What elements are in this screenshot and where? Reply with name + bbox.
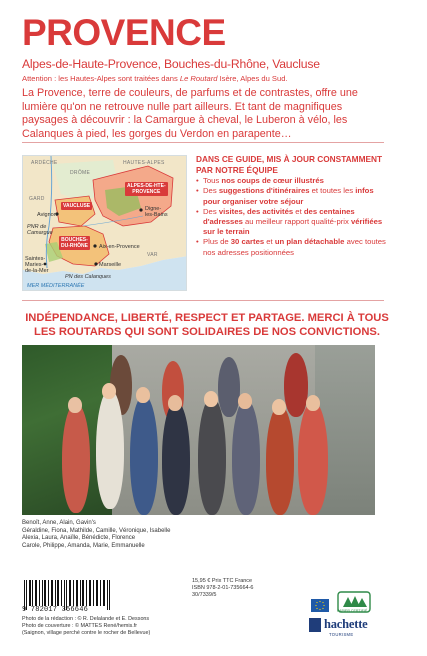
intro-paragraph: La Provence, terre de couleurs, de parfums et de contrastes, offre une lumière qu'on ne retrouve nulle part ailleurs. Et tant de magnifiques paysages à découvrir : la Camargue à cheval, le Luberon à vélo, les Calanques à pied, les gorges du Verdon en parapente… bbox=[22, 87, 358, 140]
price-isbn: 15,95 € Prix TTC France ISBN 978-2-01-735664-6 30/7339/5 bbox=[192, 578, 254, 598]
photo-credits: Photo de la rédaction : © R. Delalande et E. Dessons Photo de couverture : © MATTES René/hemis.fr (Saignon, village perché contre le rocher de Bellevue) bbox=[22, 616, 151, 636]
map-place-aix: Aix-en-Provence bbox=[99, 244, 140, 250]
team-photo bbox=[22, 345, 375, 515]
publisher-logo: hachette bbox=[324, 617, 368, 631]
map-place-avignon: Avignon bbox=[37, 212, 57, 218]
guide-item: • Plus de 30 cartes et un plan détachable avec toutes nos adresses positionnées bbox=[196, 237, 386, 257]
guide-item: • Des visites, des activités et des centaines d'adresses au meilleur rapport qualité-prix vérifiées sur le terrain bbox=[196, 206, 383, 237]
map-place-digne: Digne- les-Bains bbox=[145, 206, 168, 218]
divider bbox=[22, 300, 384, 301]
badge-vaucluse: VAUCLUSE bbox=[63, 203, 91, 209]
pefc-label: PAPIER CERTIFIÉ bbox=[337, 609, 368, 613]
guide-heading: DANS CE GUIDE, MIS À JOUR CONSTAMMENT PAR NOTRE ÉQUIPE bbox=[196, 154, 383, 175]
publisher-sub: TOURISME bbox=[329, 632, 354, 637]
region-map bbox=[22, 155, 187, 291]
guide-contents bbox=[196, 154, 391, 258]
motto: INDÉPENDANCE, LIBERTÉ, RESPECT ET PARTAGE. MERCI À TOUS LES ROUTARDS QUI SONT SOLIDAIRES DE NOS CONVICTIONS. bbox=[25, 312, 389, 338]
guide-item: • Tous nos coups de cœur illustrés bbox=[196, 176, 324, 186]
photo-caption: Benoît, Anne, Alain, Gavin's Géraldine, Fiona, Mathilde, Camille, Véronique, Isabelle Alexia, Laura, Anaïlle, Bénédicte, Florence Carole, Philippe, Amanda, Marie, Emmanuelle bbox=[22, 520, 171, 549]
divider bbox=[22, 142, 384, 143]
map-label-sea: MER MÉDITERRANÉE bbox=[27, 283, 85, 289]
guide-item: • Des suggestions d'itinéraires et toutes les infos pour organiser votre séjour bbox=[196, 186, 374, 206]
attention-note: Attention : les Hautes-Alpes sont traitées dans Le Routard Isère, Alpes du Sud. bbox=[22, 74, 288, 83]
hachette-h-icon bbox=[309, 618, 321, 632]
map-place-marseille: Marseille bbox=[99, 262, 122, 268]
page-title: PROVENCE bbox=[22, 12, 226, 53]
eu-flag-icon bbox=[311, 599, 329, 612]
map-label-ardeche: ARDÈCHE bbox=[31, 160, 58, 166]
barcode-digits: 9 782017 356646 bbox=[22, 606, 89, 614]
map-place-pnr-camargue: PNR de Camargue bbox=[27, 224, 53, 236]
subtitle: Alpes-de-Haute-Provence, Bouches-du-Rhône, Vaucluse bbox=[22, 57, 320, 71]
map-place-saintes-maries: Saintes- Maries- de-la-Mer bbox=[25, 256, 49, 274]
map-label-var: VAR bbox=[147, 252, 158, 258]
map-label-gard: GARD bbox=[29, 196, 45, 202]
badge-alpes-de-haute-provence: ALPES-DE-HTE- PROVENCE bbox=[127, 183, 166, 195]
map-label-hautes-alpes: HAUTES-ALPES bbox=[123, 160, 165, 166]
map-place-pn-calanques: PN des Calanques bbox=[65, 274, 111, 280]
map-label-drome: DRÔME bbox=[70, 170, 91, 176]
badge-bouches-du-rhone: BOUCHES- DU-RHÔNE bbox=[61, 237, 88, 249]
